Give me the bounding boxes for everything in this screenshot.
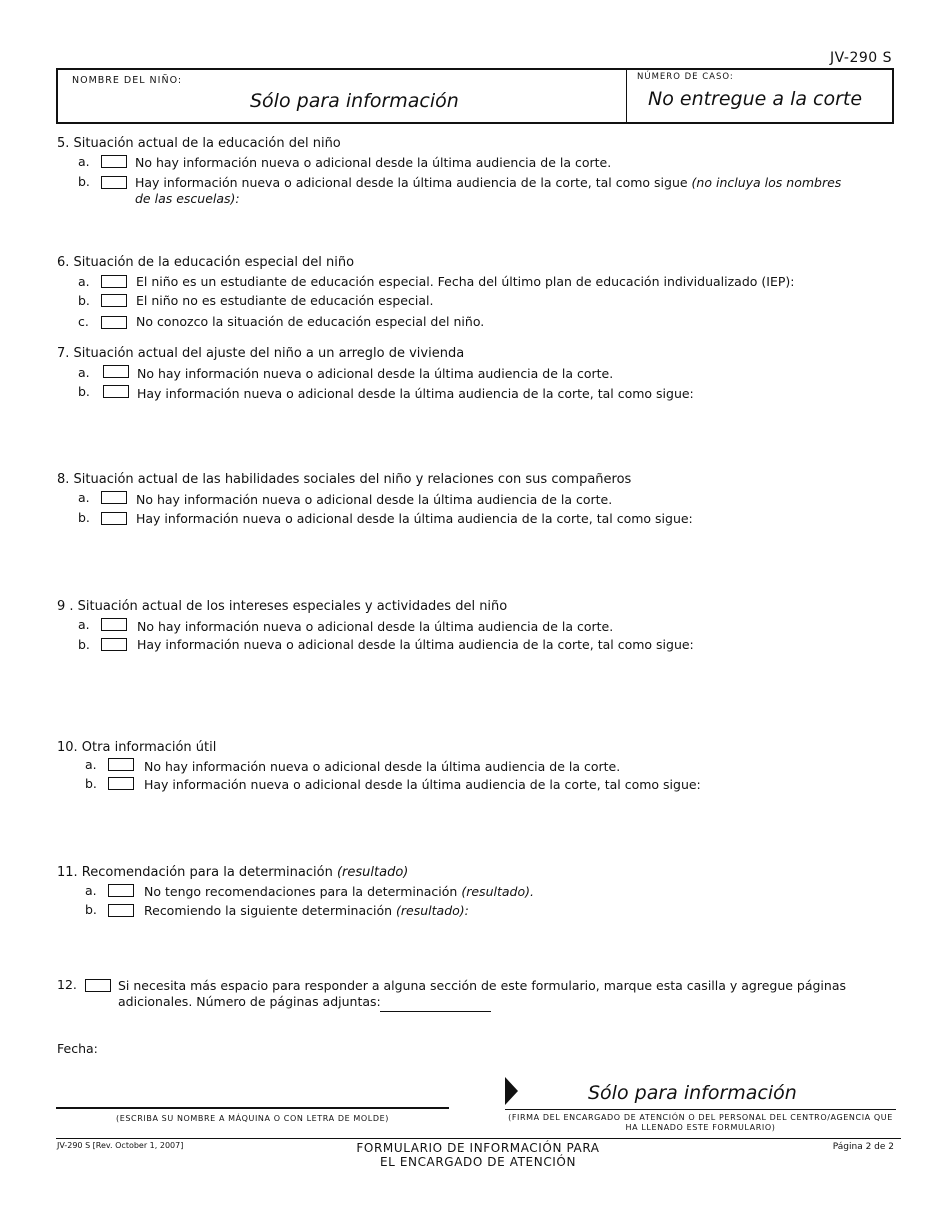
- section-8-b-text: Hay información nueva o adicional desde la última audiencia de la corte, tal como sigue:: [136, 511, 693, 526]
- section-6-b-letter: b.: [78, 293, 90, 308]
- section-9-a-checkbox[interactable]: [101, 618, 127, 631]
- section-5-a-text: No hay información nueva o adicional desde la última audiencia de la corte.: [135, 155, 612, 170]
- section-7-title: 7. Situación actual del ajuste del niño a un arreglo de vivienda: [57, 346, 465, 361]
- section-7-b-checkbox[interactable]: [103, 385, 129, 398]
- section-9-b-checkbox[interactable]: [101, 638, 127, 651]
- section-5-b-note: (no incluya los nombres de las escuelas):: [135, 175, 842, 206]
- name-line[interactable]: [56, 1107, 449, 1109]
- section-12-number: 12.: [57, 977, 77, 992]
- section-11-b-main: Recomiendo la siguiente determinación: [144, 903, 393, 918]
- footer-revision: JV-290 S [Rev. October 1, 2007]: [57, 1141, 184, 1150]
- section-9-title: 9 . Situación actual de los intereses especiales y actividades del niño: [57, 599, 508, 614]
- section-7-b-letter: b.: [78, 384, 90, 399]
- section-5-b-checkbox[interactable]: [101, 176, 127, 189]
- footer-page: Página 2 de 2: [832, 1142, 894, 1152]
- footer-title-line2: EL ENCARGADO DE ATENCIÓN: [379, 1155, 577, 1169]
- section-7-b-text: Hay información nueva o adicional desde la última audiencia de la corte, tal como sigue:: [137, 386, 694, 401]
- section-12-text: Si necesita más espacio para responder a alguna sección de este formulario, marque esta casilla y agregue páginas adicionales. Número de páginas adjuntas:: [118, 978, 847, 1009]
- section-6-b-checkbox[interactable]: [101, 294, 127, 307]
- section-8-b-letter: b.: [78, 510, 90, 525]
- child-name-field[interactable]: Sólo para información: [250, 90, 459, 112]
- section-6-title: 6. Situación de la educación especial del niño: [57, 255, 355, 270]
- signature-caption: (FIRMA DEL ENCARGADO DE ATENCIÓN O DEL PERSONAL DEL CENTRO/AGENCIA QUE HA LLENADO ESTE FORMULARIO): [508, 1113, 893, 1132]
- section-11-title-note: (resultado): [336, 865, 409, 880]
- section-5-a-letter: a.: [78, 154, 90, 169]
- section-11-a-main: No tengo recomendaciones para la determinación: [144, 884, 458, 899]
- section-6-c-letter: c.: [78, 314, 89, 329]
- section-11-b-letter: b.: [85, 902, 97, 917]
- section-11-title-main: 11. Recomendación para la determinación: [57, 865, 333, 880]
- section-5-b-text: [135, 175, 855, 207]
- section-8-b-checkbox[interactable]: [101, 512, 127, 525]
- section-6-a-checkbox[interactable]: [101, 275, 127, 288]
- section-11-title: [57, 865, 408, 880]
- section-8-a-letter: a.: [78, 490, 90, 505]
- section-7-a-text: No hay información nueva o adicional desde la última audiencia de la corte.: [137, 366, 614, 381]
- signature-arrow-icon: [505, 1077, 519, 1105]
- header-divider: [626, 68, 627, 124]
- section-11-a-checkbox[interactable]: [108, 884, 134, 897]
- section-6-b-text: El niño no es estudiante de educación especial.: [136, 293, 434, 308]
- attached-pages-field[interactable]: [380, 1011, 491, 1012]
- section-8-a-text: No hay información nueva o adicional desde la última audiencia de la corte.: [136, 492, 613, 507]
- section-5-b-letter: b.: [78, 174, 90, 189]
- section-11-b-checkbox[interactable]: [108, 904, 134, 917]
- section-10-a-letter: a.: [85, 757, 97, 772]
- section-9-a-letter: a.: [78, 617, 90, 632]
- section-11-b-note: (resultado):: [396, 903, 469, 918]
- case-number-field[interactable]: No entregue a la corte: [648, 88, 863, 110]
- footer-title-line1: FORMULARIO DE INFORMACIÓN PARA: [356, 1141, 600, 1155]
- section-6-a-letter: a.: [78, 274, 90, 289]
- section-8-a-checkbox[interactable]: [101, 491, 127, 504]
- section-10-a-checkbox[interactable]: [108, 758, 134, 771]
- section-11-a-letter: a.: [85, 883, 97, 898]
- section-11-a-note: (resultado).: [461, 884, 534, 899]
- section-7-a-checkbox[interactable]: [103, 365, 129, 378]
- section-10-b-text: Hay información nueva o adicional desde la última audiencia de la corte, tal como sigue:: [144, 777, 701, 792]
- signature-field[interactable]: Sólo para información: [588, 1082, 797, 1104]
- section-7-a-letter: a.: [78, 365, 90, 380]
- child-name-label: NOMBRE DEL NIÑO:: [72, 75, 183, 86]
- section-6-c-checkbox[interactable]: [101, 316, 127, 329]
- section-11-a-text: [144, 884, 534, 899]
- section-12-checkbox[interactable]: [85, 979, 111, 992]
- section-10-b-letter: b.: [85, 776, 97, 791]
- section-6-a-text: El niño es un estudiante de educación especial. Fecha del último plan de educación individualizado (IEP):: [136, 274, 795, 289]
- footer-title: [278, 1141, 678, 1169]
- section-9-b-letter: b.: [78, 637, 90, 652]
- date-label: Fecha:: [57, 1041, 98, 1056]
- signature-line: [505, 1109, 896, 1110]
- section-6-c-text: No conozco la situación de educación especial del niño.: [136, 314, 485, 329]
- section-9-b-text: Hay información nueva o adicional desde la última audiencia de la corte, tal como sigue:: [137, 637, 694, 652]
- section-10-a-text: No hay información nueva o adicional desde la última audiencia de la corte.: [144, 759, 621, 774]
- form-number: JV-290 S: [830, 50, 892, 66]
- section-5-title: 5. Situación actual de la educación del niño: [57, 136, 341, 151]
- name-caption: (ESCRIBA SU NOMBRE A MÁQUINA O CON LETRA DE MOLDE): [116, 1114, 389, 1123]
- section-11-b-text: [144, 903, 469, 918]
- section-10-title: 10. Otra información útil: [57, 740, 217, 755]
- section-9-a-text: No hay información nueva o adicional desde la última audiencia de la corte.: [137, 619, 614, 634]
- case-number-label: NÚMERO DE CASO:: [637, 72, 734, 82]
- section-10-b-checkbox[interactable]: [108, 777, 134, 790]
- section-5-b-main: Hay información nueva o adicional desde la última audiencia de la corte, tal como sigue: [135, 175, 688, 190]
- section-5-a-checkbox[interactable]: [101, 155, 127, 168]
- footer-rule: [56, 1138, 901, 1139]
- section-8-title: 8. Situación actual de las habilidades sociales del niño y relaciones con sus compañeros: [57, 472, 632, 487]
